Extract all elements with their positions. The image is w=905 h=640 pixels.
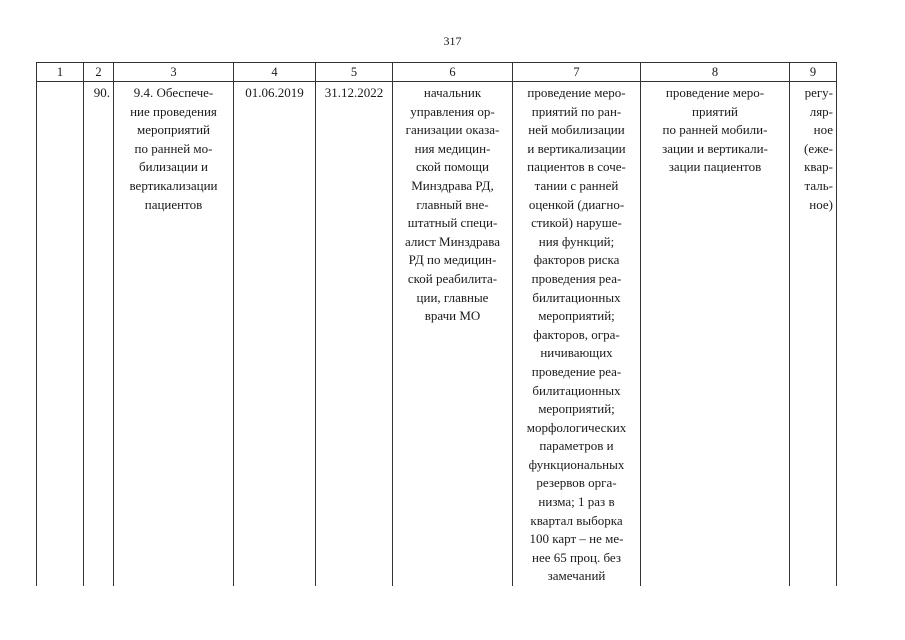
column-header-6: 6 bbox=[393, 63, 513, 82]
table-row bbox=[37, 82, 837, 587]
page-number: 317 bbox=[443, 34, 462, 48]
cell-end-date: 31.12.2022 bbox=[316, 82, 393, 587]
cell-outcome: проведение меро- приятий по ранней мобили- зации и вертикали- зации пациентов bbox=[641, 82, 790, 587]
column-header-7: 7 bbox=[513, 63, 641, 82]
column-header-4: 4 bbox=[234, 63, 316, 82]
cell-responsible: начальник управления ор- ганизации оказа- ния медицин- ской помощи Минздрава РД, главный вне- штатный специ- алист Минздрава РД по медицин- ской реабилита- ции, главные врачи МО bbox=[393, 82, 513, 587]
column-header-9: 9 bbox=[790, 63, 837, 82]
table-header-row bbox=[37, 63, 837, 82]
cell-col1 bbox=[37, 82, 84, 587]
column-header-8: 8 bbox=[641, 63, 790, 82]
cell-start-date: 01.06.2019 bbox=[234, 82, 316, 587]
cell-frequency: регу- ляр- ное (еже- квар- таль- ное) bbox=[790, 82, 837, 587]
document-table bbox=[36, 62, 837, 586]
cell-row-number: 90. bbox=[84, 82, 114, 587]
column-header-2: 2 bbox=[84, 63, 114, 82]
column-header-1: 1 bbox=[37, 63, 84, 82]
column-header-5: 5 bbox=[316, 63, 393, 82]
cell-result-description: проведение меро- приятий по ран- ней мобилизации и вертикализации пациентов в соче- тании с ранней оценкой (диагно- стикой) наруше- ния функций; факторов риска проведения реа- билитационных мероприятий; факторов, огра- ничивающих проведение реа- билитационных мероприятий; морфологических параметров и функциональных резервов орга- низма; 1 раз в квартал выборка 100 карт – не ме- нее 65 проц. без замечаний bbox=[513, 82, 641, 587]
column-header-3: 3 bbox=[114, 63, 234, 82]
cell-activity: 9.4. Обеспече- ние проведения мероприятий по ранней мо- билизации и вертикализации пациентов bbox=[114, 82, 234, 587]
